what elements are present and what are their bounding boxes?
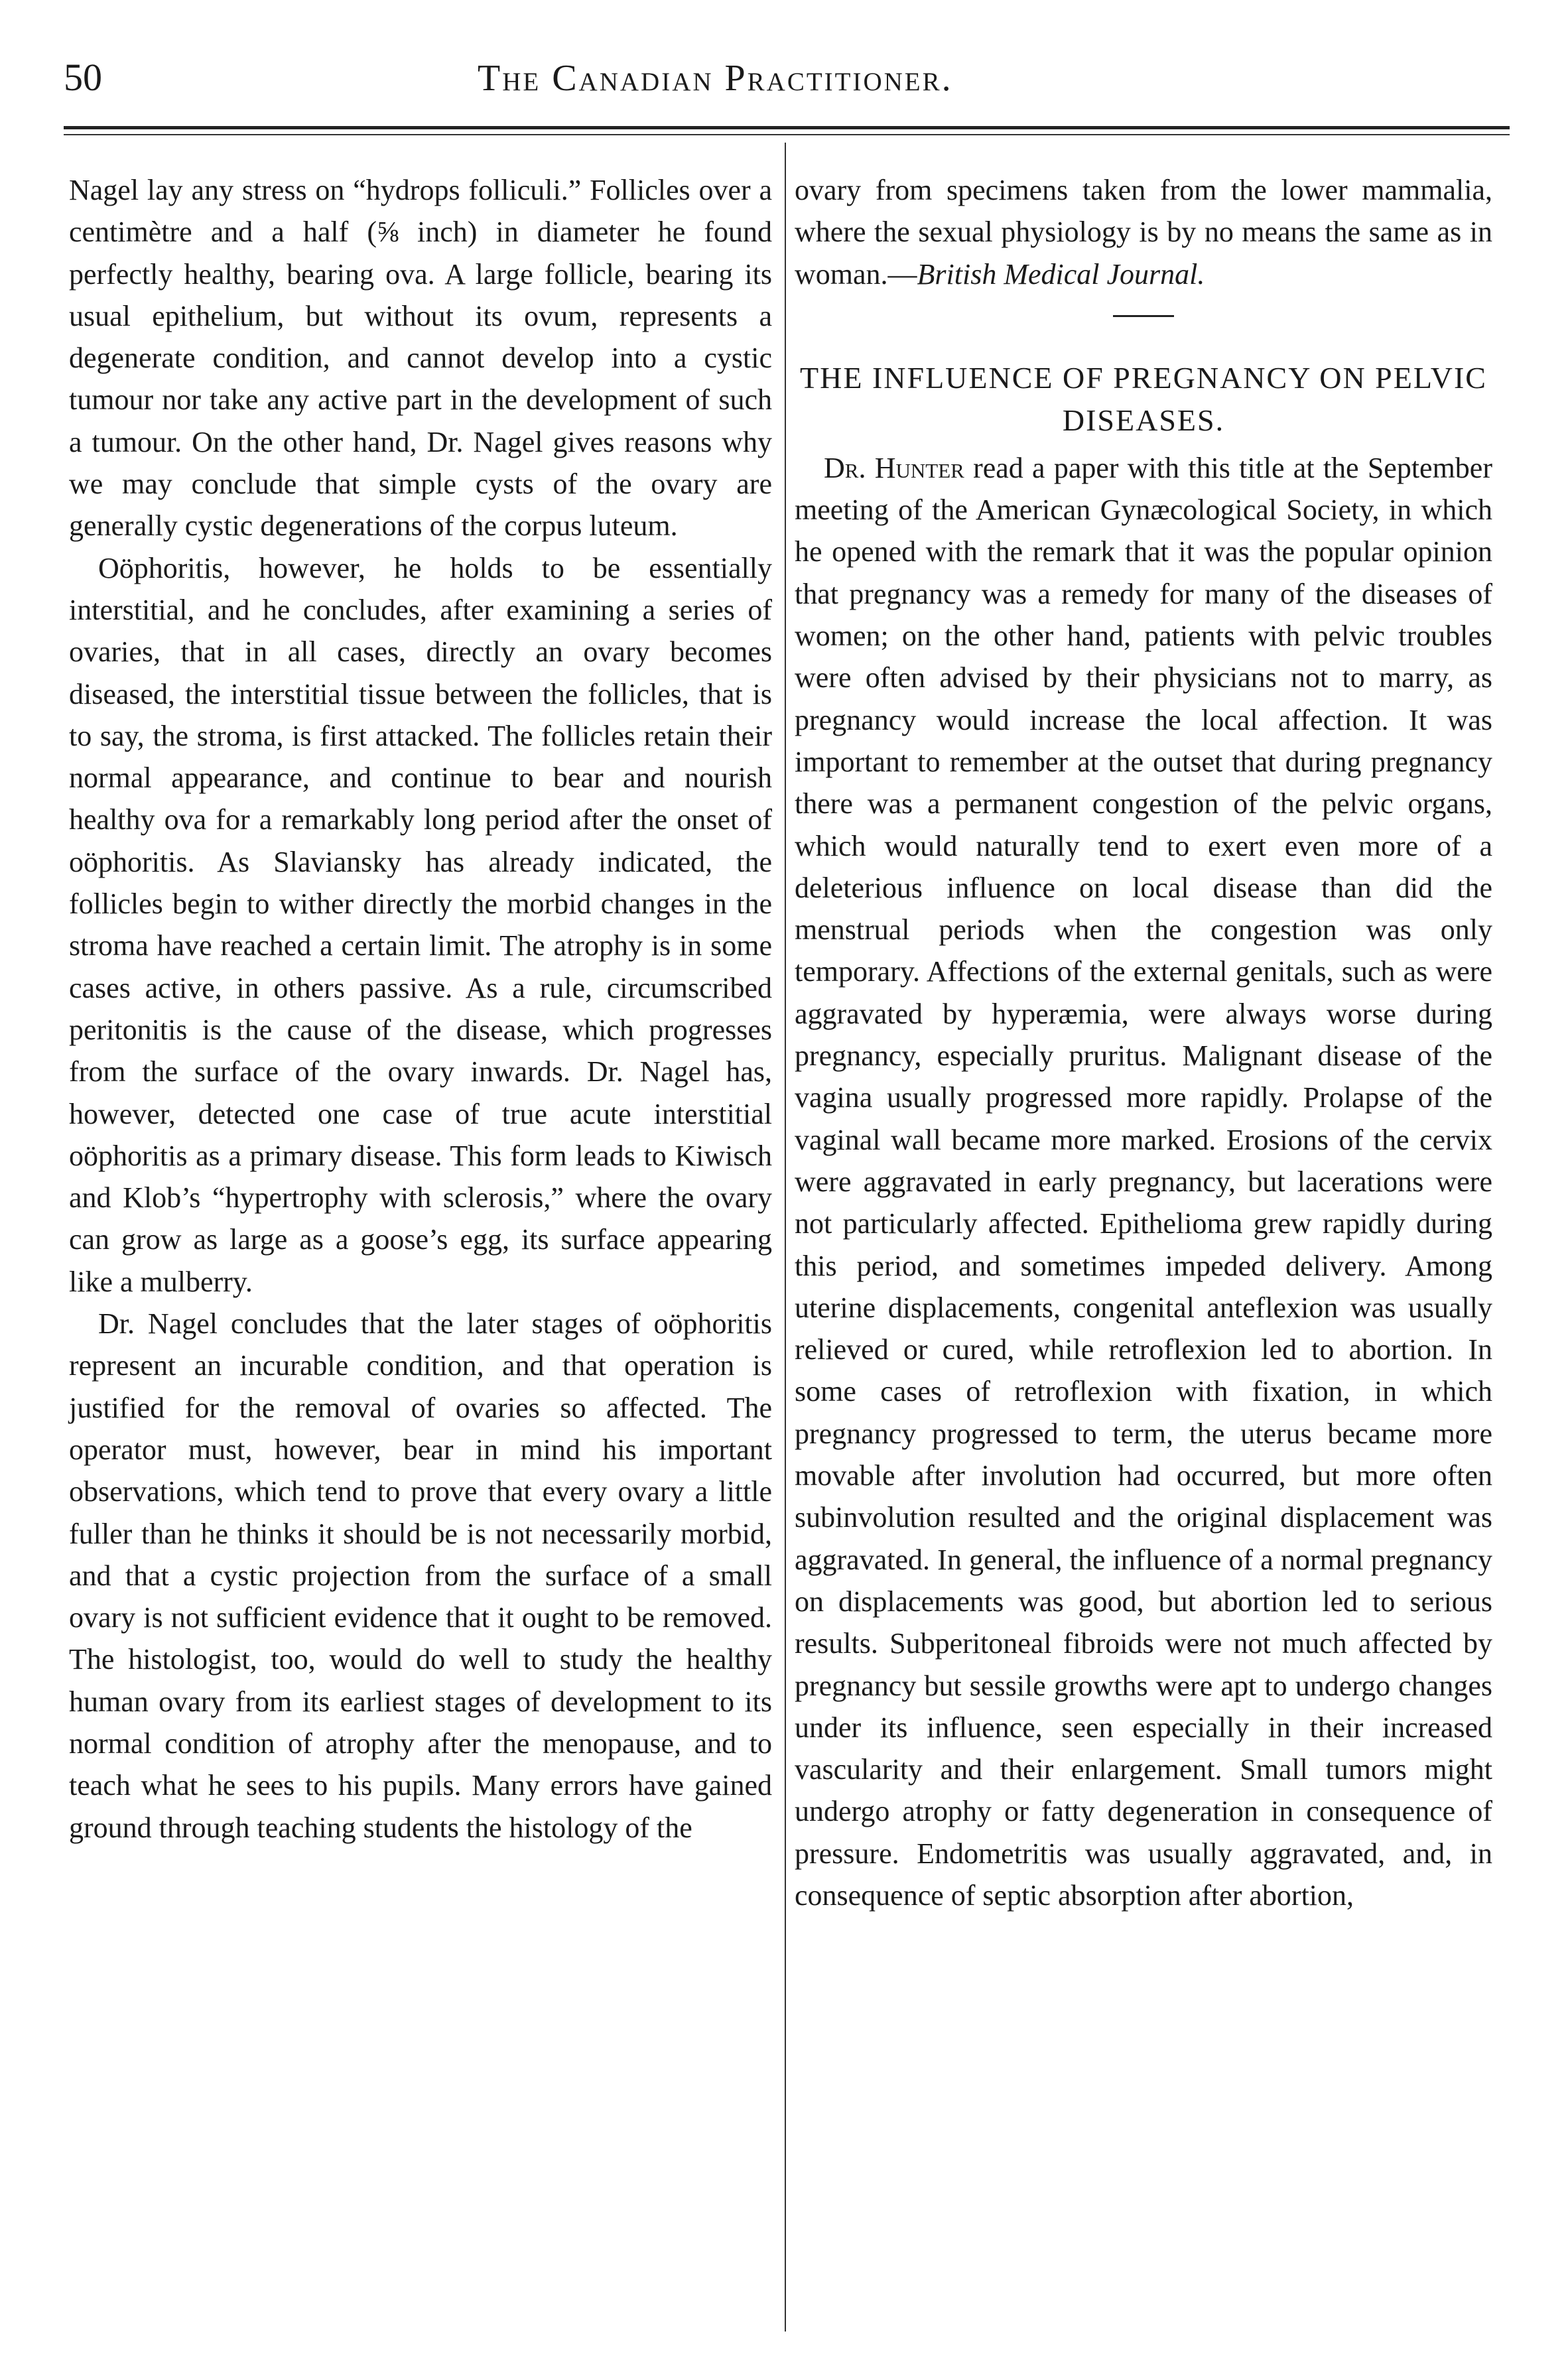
article-heading: THE INFLUENCE OF PREGNANCY ON PELVIC DISEASES. bbox=[800, 360, 1487, 437]
continuation-paragraph bbox=[795, 169, 1492, 295]
left-column bbox=[69, 169, 772, 1849]
header-rule-thick bbox=[64, 126, 1510, 129]
journal-title: The Canadian Practitioner. bbox=[478, 58, 953, 99]
column-divider bbox=[785, 143, 786, 2332]
continuation-text: ovary from specimens taken from the lower mammalia, where the sexual physiology is by no means the same as in woman.— bbox=[795, 174, 1492, 291]
left-paragraph-2: Oöphoritis, however, he holds to be essentially interstitial, and he concludes, after examining a series of ovaries, that in all cases, directly an ovary becomes diseased, the interstitial tissue between the follicles, that is to say, the stroma, is first attacked. The follicles retain their normal appearance, and continue to bear and nourish healthy ova for a remarkably long period after the onset of oöphoritis. As Slaviansky has already indicated, the follicles begin to wither directly the morbid changes in the stroma have reached a certain limit. The atrophy is in some cases active, in others passive. As a rule, circumscribed peritonitis is the cause of the disease, which progresses from the surface of the ovary inwards. Dr. Nagel has, however, detected one case of true acute interstitial oöphoritis as a primary disease. This form leads to Kiwisch and Klob’s “hypertrophy with sclerosis,” where the ovary can grow as large as a goose’s egg, its surface appearing like a mulberry. bbox=[69, 551, 772, 1298]
left-paragraph-3: Dr. Nagel concludes that the later stages of oöphoritis represent an incurable condition, and that operation is justified for the removal of ovaries so affected. The operator must, however, bear in mind his important observations, which tend to prove that every ovary a little fuller than he thinks it should be is not necessarily morbid, and that a cystic projection from the surface of a small ovary is not sufficient evidence that it ought to be removed. The histologist, too, would do well to study the healthy human ovary from its earliest stages of development to its normal condition of atrophy after the menopause, and to teach what he sees to his pupils. Many errors have gained ground through teaching students the histology of the bbox=[69, 1307, 772, 1844]
section-separator bbox=[1113, 315, 1174, 317]
journal-citation: British Medical Journal. bbox=[917, 257, 1205, 291]
page-number: 50 bbox=[64, 56, 102, 99]
article-author: Dr. Hunter bbox=[824, 451, 964, 484]
right-column bbox=[795, 169, 1492, 1916]
header-rule-thin bbox=[64, 134, 1510, 135]
page-header bbox=[0, 0, 1568, 133]
left-paragraph-1: Nagel lay any stress on “hydrops folliculi.” Follicles over a centimètre and a half (⅝ inch) in diameter he found perfectly healthy, bearing ova. A large follicle, bearing its usual epithelium, but without its ovum, represents a degenerate condition, and cannot develop into a cystic tumour nor take any active part in the development of such a tumour. On the other hand, Dr. Nagel gives reasons why we may conclude that simple cysts of the ovary are generally cystic degenerations of the corpus luteum. bbox=[69, 174, 772, 543]
article-paragraph bbox=[795, 447, 1492, 1916]
article-body: read a paper with this title at the September meeting of the American Gynæcological Society, in which he opened with the remark that it was the popular opinion that pregnancy was a remedy for many of the diseases of women; on the other hand, patients with pelvic troubles were often advised by their physicians not to marry, as pregnancy would increase the local affection. It was important to remember at the outset that during pregnancy there was a permanent congestion of the pelvic organs, which would naturally tend to exert even more of a deleterious influence on local disease than did the menstrual periods when the congestion was only temporary. Affections of the external genitals, such as were aggravated by hyperæmia, were always worse during pregnancy, especially pruritus. Malignant disease of the vagina usually progressed more rapidly. Prolapse of the vaginal wall became more marked. Erosions of the cervix were aggravated in early pregnancy, but lacerations were not particularly affected. Epithelioma grew rapidly during this period, and sometimes impeded delivery. Among uterine displacements, congenital anteflexion was usually relieved or cured, while retroflexion led to abortion. In some cases of retroflexion with fixation, in which pregnancy progressed to term, the uterus became more movable after involution had occurred, but more often subinvolution resulted and the original displacement was aggravated. In general, the influence of a normal pregnancy on displacements was good, but abortion led to serious results. Subperitoneal fibroids were not much affected by pregnancy but sessile growths were apt to undergo changes under its influence, seen especially in their increased vascularity and their enlargement. Small tumors might undergo atrophy or fatty degeneration in consequence of pressure. Endometritis was usually aggravated, and, in consequence of septic absorption after abortion, bbox=[795, 451, 1492, 1912]
